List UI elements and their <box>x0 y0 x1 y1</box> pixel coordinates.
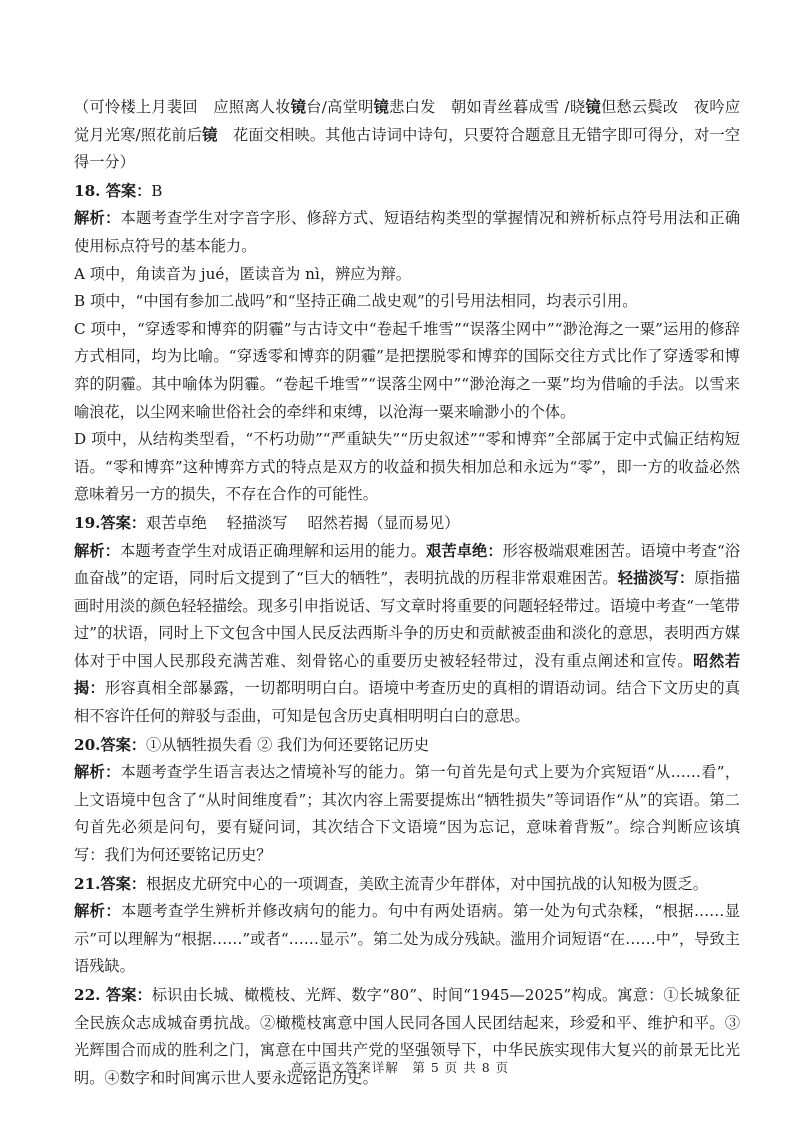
answer-text: 标识由长城、橄榄枝、光辉、数字“80”、时间“1945—2025”构成。寓意：①长城象征全民族众志成城奋勇抗战。②橄榄枝寓意中国人民同各国人民团结起来，珍爱和平、维护和平。③光辉围合而成的胜利之门，寓意在中国共产党的坚强领导下，中华民族实现伟大复兴的前景无比光明。④数字和时间寓示世人要永远铭记历史。 <box>74 986 741 1087</box>
analysis-text: 原指描画时用淡的颜色轻轻描绘。现多引申指说话、写文章时将重要的问题轻轻带过。语境中考查“一笔带过”的状语，同时上下文包含中国人民反法西斯斗争的历史和贡献被歪曲和淡化的意思，表明西方媒体对于中国人民那段充满苦难、刻骨铭心的重要历史被轻轻带过，没有重点阐述和宣传。 <box>74 569 741 670</box>
idiom-term: 轻描淡写： <box>617 569 695 588</box>
answer-text: 根据皮尤研究中心的一项调查，美欧主流青少年群体，对中国抗战的认知极为匮乏。 <box>146 874 708 893</box>
analysis-text: 本题考查学生对成语正确理解和运用的能力。 <box>119 541 427 560</box>
intro-bold-char: 镜 <box>585 98 601 116</box>
answer-label: 22. 答案： <box>74 986 152 1004</box>
q20-answer <box>74 732 740 760</box>
document-body <box>74 94 740 1092</box>
q19-analysis <box>74 538 740 731</box>
analysis-text: 本题考查学生辨析并修改病句的能力。句中有两处语病。第一处为句式杂糅，“根据……显示”可以理解为“根据……”或者“……显示”。第二处为成分残缺。滥用介词短语“在……中”，导致主语残缺。 <box>74 902 741 976</box>
analysis-label: 解析： <box>74 541 120 560</box>
intro-paragraph <box>74 94 740 177</box>
answer-label: 18. 答案： <box>74 181 152 200</box>
intro-text: 悲白发 朝如青丝暮成雪 /晓 <box>389 98 586 116</box>
intro-text: 但愁云鬓改 夜吟应觉 <box>74 98 741 144</box>
analysis-text: 形容真相全部暴露，一切都明明白白。语境中考查历史的真相的谓语动词。结合下文历史的真相不容许任何的辩驳与歪曲，可知是包含历史真相明明白白的意思。 <box>74 679 741 726</box>
intro-text: 台/高堂明 <box>306 98 374 116</box>
q19-answer <box>74 510 740 538</box>
intro-text: 花面交相映。其他古诗词中诗句，只要符合题意且无错字即可得分，对一空得一分） <box>74 125 741 172</box>
q18-option-c: C 项中，“穿透零和博弈的阴霾”与古诗文中“卷起千堆雪”“误落尘网中”“渺沧海之一粟”运用的修辞方式相同，均为比喻。“穿透零和博弈的阴霾”是把摆脱零和博弈的国际交往方式比作了穿透零和博弈的阴霾。其中喻体为阴霾。“卷起千堆雪”“误落尘网中”“渺沧海之一粟”均为借喻的手法。以雪来喻浪花，以尘网来喻世俗社会的牵绊和束缚，以沧海一粟来喻渺小的个体。 <box>74 319 740 421</box>
analysis-label: 解析： <box>74 902 122 921</box>
answer-label: 21.答案： <box>74 874 146 893</box>
answer-text: B <box>151 181 163 200</box>
answer-label: 20.答案： <box>74 735 146 754</box>
idiom-term: 艰苦卓绝： <box>426 541 503 560</box>
q18-analysis <box>74 205 740 260</box>
answer-text: 艰苦卓绝 轻描淡写 昭然若揭（显而易见） <box>146 513 460 532</box>
q18-option-a: A 项中，角读音为 jué，匿读音为 nì，辨应为辩。 <box>74 264 411 283</box>
analysis-label: 解析： <box>74 209 121 228</box>
answer-label: 19.答案： <box>74 513 146 532</box>
intro-bold-char: 镜 <box>290 98 307 116</box>
page-footer: 高三语文答案详解 第 5 页 共 8 页 <box>290 1060 510 1075</box>
analysis-text: 形容极端艰难困苦。语境中考查“浴血奋战”的定语，同时后文提到了“巨大的牺牲”，表明抗战的历程非常艰难困苦。 <box>74 541 741 588</box>
intro-bold-char: 镜 <box>202 125 218 144</box>
q20-analysis <box>74 759 740 869</box>
q21-answer <box>74 871 740 899</box>
intro-bold-char: 镜 <box>373 98 390 116</box>
answer-text: ①从牺牲损失看 ② 我们为何还要铭记历史 <box>146 735 430 754</box>
analysis-text: 本题考查学生语言表达之情境补写的能力。第一句首先是句式上要为介宾短语“从……看”，上文语境中包含了“从时间维度看”；其次内容上需要提炼出“牺牲损失”等词语作“从”的宾语。第二句首先必须是问句，要有疑问词，其次结合下文语境“因为忘记，意味着背叛”。综合判断应该填写：我们为何还要铭记历史？ <box>74 763 741 865</box>
q18-option-b: B 项中，“中国有参加二战吗”和“坚持正确二战史观”的引号用法相同，均表示引用。 <box>74 292 638 311</box>
q18-option-d: D 项中，从结构类型看，“不朽功勋”“严重缺失”“历史叙述”“零和博弈”全部属于定中式偏正结构短语。“零和博弈”这种博弈方式的特点是双方的收益和损失相加总和永远为“零”，即一方的收益必然意味着另一方的损失，不存在合作的可能性。 <box>74 430 740 504</box>
intro-text: 月光寒/照花前后 <box>89 125 203 144</box>
idiom-term: 昭然若揭： <box>74 651 741 698</box>
q18-answer <box>74 178 740 206</box>
intro-text: （可怜楼上月裴回 应照离人妆 <box>74 98 291 116</box>
analysis-text: 本题考查学生对字音字形、修辞方式、短语结构类型的掌握情况和辨析标点符号用法和正确使用标点符号的基本能力。 <box>74 209 741 255</box>
analysis-label: 解析： <box>74 763 121 782</box>
q21-analysis <box>74 898 740 981</box>
